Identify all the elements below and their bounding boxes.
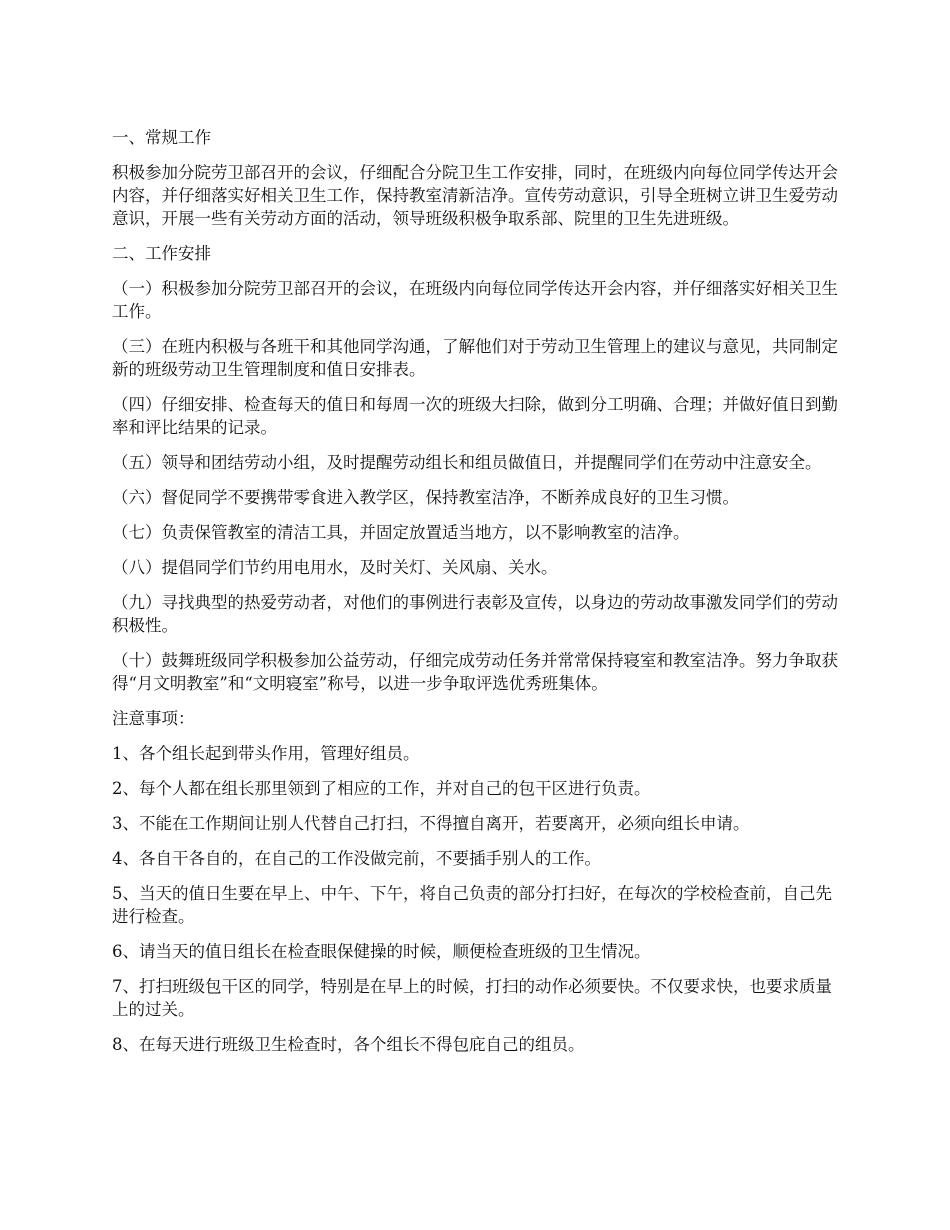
work-item: （四）仔细安排、检查每天的值日和每周一次的班级大扫除，做到分工明确、合理；并做好值日到勤率和评比结果的记录。 xyxy=(112,395,838,437)
note-item: 6、请当天的值日组长在检查眼保健操的时候，顺便检查班级的卫生情况。 xyxy=(112,942,651,961)
note-item: 1、各个组长起到带头作用，管理好组员。 xyxy=(112,744,420,763)
notes-heading: 注意事项： xyxy=(112,709,195,728)
document-page xyxy=(112,126,842,1068)
work-item: （七）负责保管教室的清洁工具，并固定放置适当地方，以不影响教室的洁净。 xyxy=(112,523,690,542)
section1-heading: 一、常规工作 xyxy=(112,128,211,147)
note-item: 7、打扫班级包干区的同学，特别是在早上的时候，打扫的动作必须要快。不仅要求快，也要求质量上的过关。 xyxy=(112,977,832,1019)
section2-heading: 二、工作安排 xyxy=(112,244,211,263)
work-item: （三）在班内积极与各班干和其他同学沟通，了解他们对于劳动卫生管理上的建议与意见，共同制定新的班级劳动卫生管理制度和值日安排表。 xyxy=(112,337,838,379)
note-item: 4、各自干各自的，在自己的工作没做完前，不要插手别人的工作。 xyxy=(112,849,601,868)
work-item: （九）寻找典型的热爱劳动者，对他们的事例进行表彰及宣传，以身边的劳动故事激发同学们的劳动积极性。 xyxy=(112,593,838,635)
note-item: 8、在每天进行班级卫生检查时，各个组长不得包庇自己的组员。 xyxy=(112,1035,585,1054)
note-item: 5、当天的值日生要在早上、中午、下午，将自己负责的部分打扫好，在每次的学校检查前，自己先进行检查。 xyxy=(112,884,832,926)
work-item: （一）积极参加分院劳卫部召开的会议，在班级内向每位同学传达开会内容，并仔细落实好相关卫生工作。 xyxy=(112,279,838,321)
work-item: （六）督促同学不要携带零食进入教学区，保持教室洁净，不断养成良好的卫生习惯。 xyxy=(112,488,739,507)
work-item: （十）鼓舞班级同学积极参加公益劳动，仔细完成劳动任务并常常保持寝室和教室洁净。努力争取获得“月文明教室”和“文明寝室”称号，以进一步争取评选优秀班集体。 xyxy=(112,651,838,693)
work-item: （五）领导和团结劳动小组，及时提醒劳动组长和组员做值日，并提醒同学们在劳动中注意安全。 xyxy=(112,453,822,472)
note-item: 2、每个人都在组长那里领到了相应的工作，并对自己的包干区进行负责。 xyxy=(112,779,651,798)
section1-paragraph: 积极参加分院劳卫部召开的会议，仔细配合分院卫生工作安排，同时，在班级内向每位同学传达开会内容，并仔细落实好相关卫生工作，保持教室清新洁净。宣传劳动意识，引导全班树立讲卫生爱劳动意识，开展一些有关劳动方面的活动，领导班级积极争取系部、院里的卫生先进班级。 xyxy=(112,163,838,228)
note-item: 3、不能在工作期间让别人代替自己打扫，不得擅自离开，若要离开，必须向组长申请。 xyxy=(112,814,750,833)
work-item: （八）提倡同学们节约用电用水，及时关灯、关风扇、关水。 xyxy=(112,558,558,577)
